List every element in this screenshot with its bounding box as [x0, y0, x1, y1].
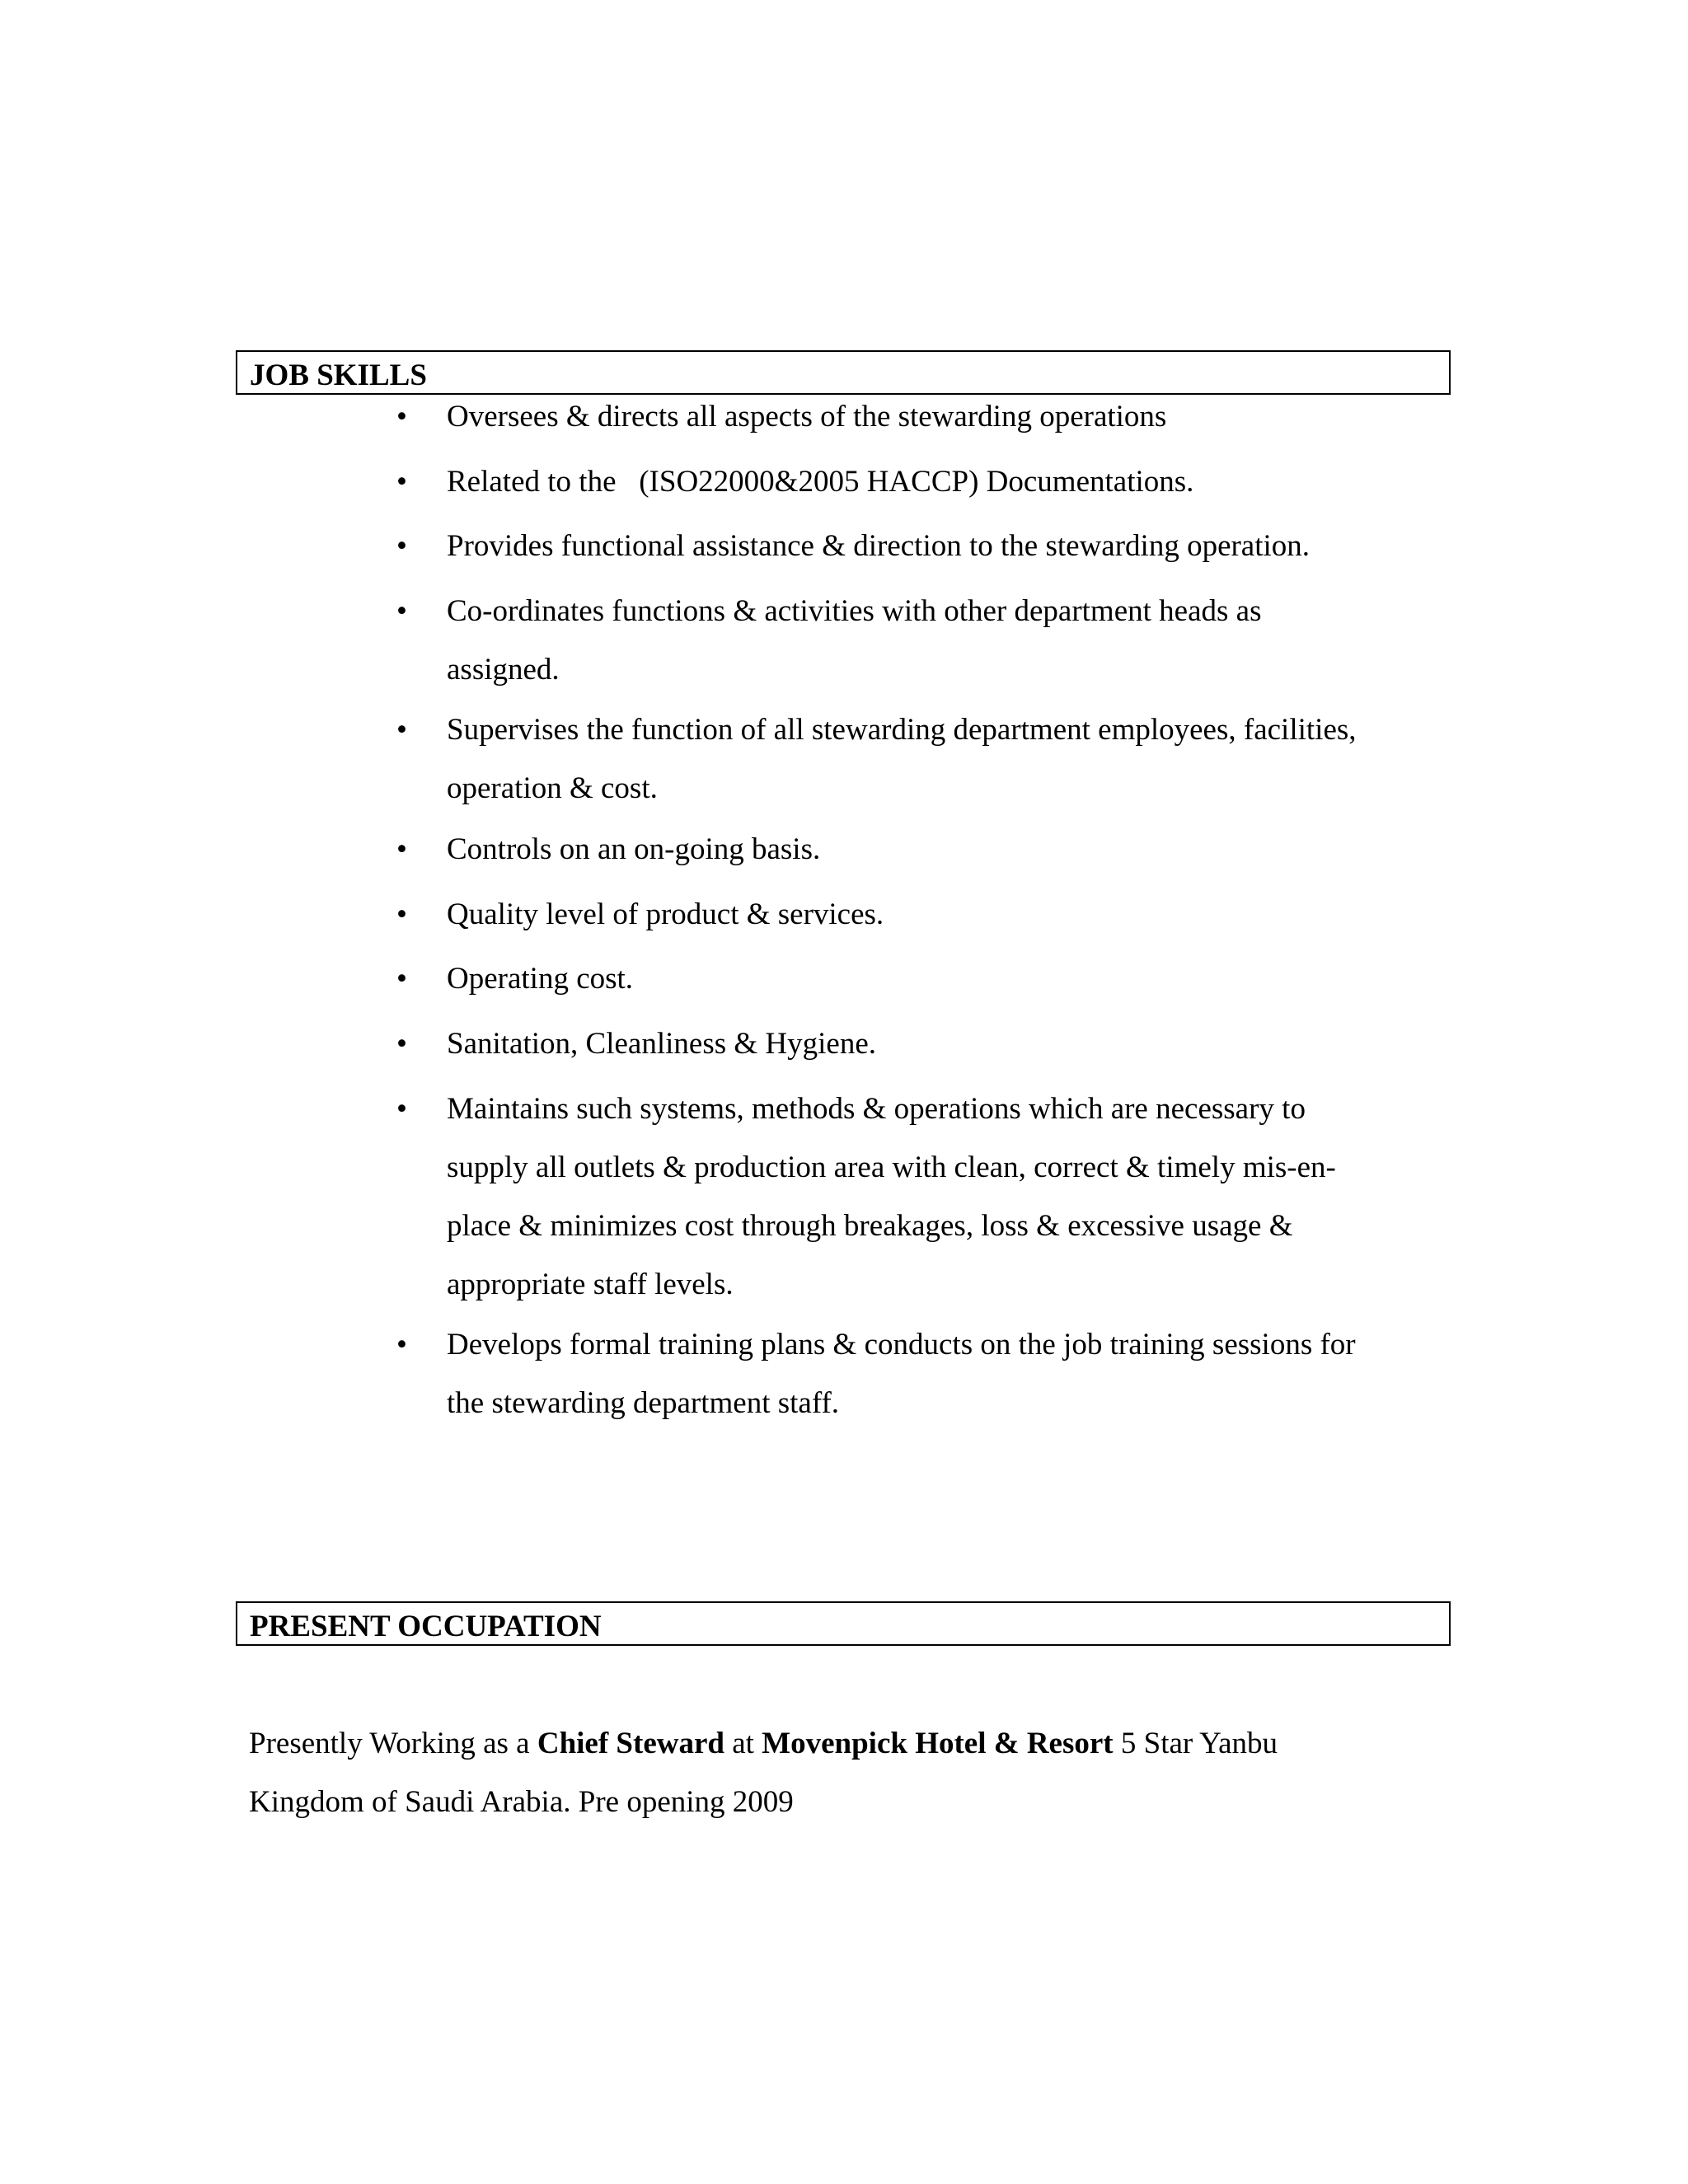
bullet-icon: • — [396, 713, 407, 747]
job-title: Chief Steward — [537, 1727, 724, 1760]
bullet-icon: • — [396, 594, 407, 628]
list-item: • Provides functional assistance & direction to the stewarding operation. — [447, 517, 1452, 575]
occupation-line-2: Kingdom of Saudi Arabia. Pre opening 2009 — [249, 1785, 794, 1819]
list-item: • Related to the (ISO22000&2005 HACCP) Documentations. — [447, 452, 1452, 511]
bullet-icon: • — [396, 962, 407, 996]
bullet-icon: • — [396, 529, 407, 563]
bullet-icon: • — [396, 1027, 407, 1061]
list-item: • Oversees & directs all aspects of the stewarding operations — [447, 387, 1452, 446]
list-item: • Controls on an on-going basis. — [447, 820, 1452, 879]
occupation-line-1: Presently Working as a Chief Steward at Movenpick Hotel & Resort 5 Star Yanbu — [249, 1727, 1278, 1760]
present-occupation-text — [249, 1714, 1452, 1831]
list-item: • Quality level of product & services. — [447, 885, 1452, 944]
list-item: • Develops formal training plans & conducts on the job training sessions for the stewarding department staff. — [447, 1315, 1452, 1432]
bullet-icon: • — [396, 898, 407, 931]
job-skills-header: JOB SKILLS — [236, 350, 1451, 395]
present-occupation-header: PRESENT OCCUPATION — [236, 1601, 1451, 1646]
employer-name: Movenpick Hotel & Resort — [762, 1727, 1114, 1760]
list-item: • Supervises the function of all stewarding department employees, facilities, operation & cost. — [447, 701, 1452, 818]
list-item: • Operating cost. — [447, 949, 1452, 1008]
list-item: • Sanitation, Cleanliness & Hygiene. — [447, 1015, 1452, 1073]
bullet-icon: • — [396, 832, 407, 866]
list-item: • Co-ordinates functions & activities with other department heads as assigned. — [447, 582, 1452, 699]
bullet-icon: • — [396, 1328, 407, 1361]
bullet-icon: • — [396, 1092, 407, 1126]
bullet-icon: • — [396, 400, 407, 434]
bullet-icon: • — [396, 465, 407, 499]
list-item: • Maintains such systems, methods & operations which are necessary to supply all outlets & production area with clean, correct & timely mis-en- place & minimizes cost through breakages, loss & excessive usage & appropriate staff levels. — [447, 1080, 1452, 1314]
